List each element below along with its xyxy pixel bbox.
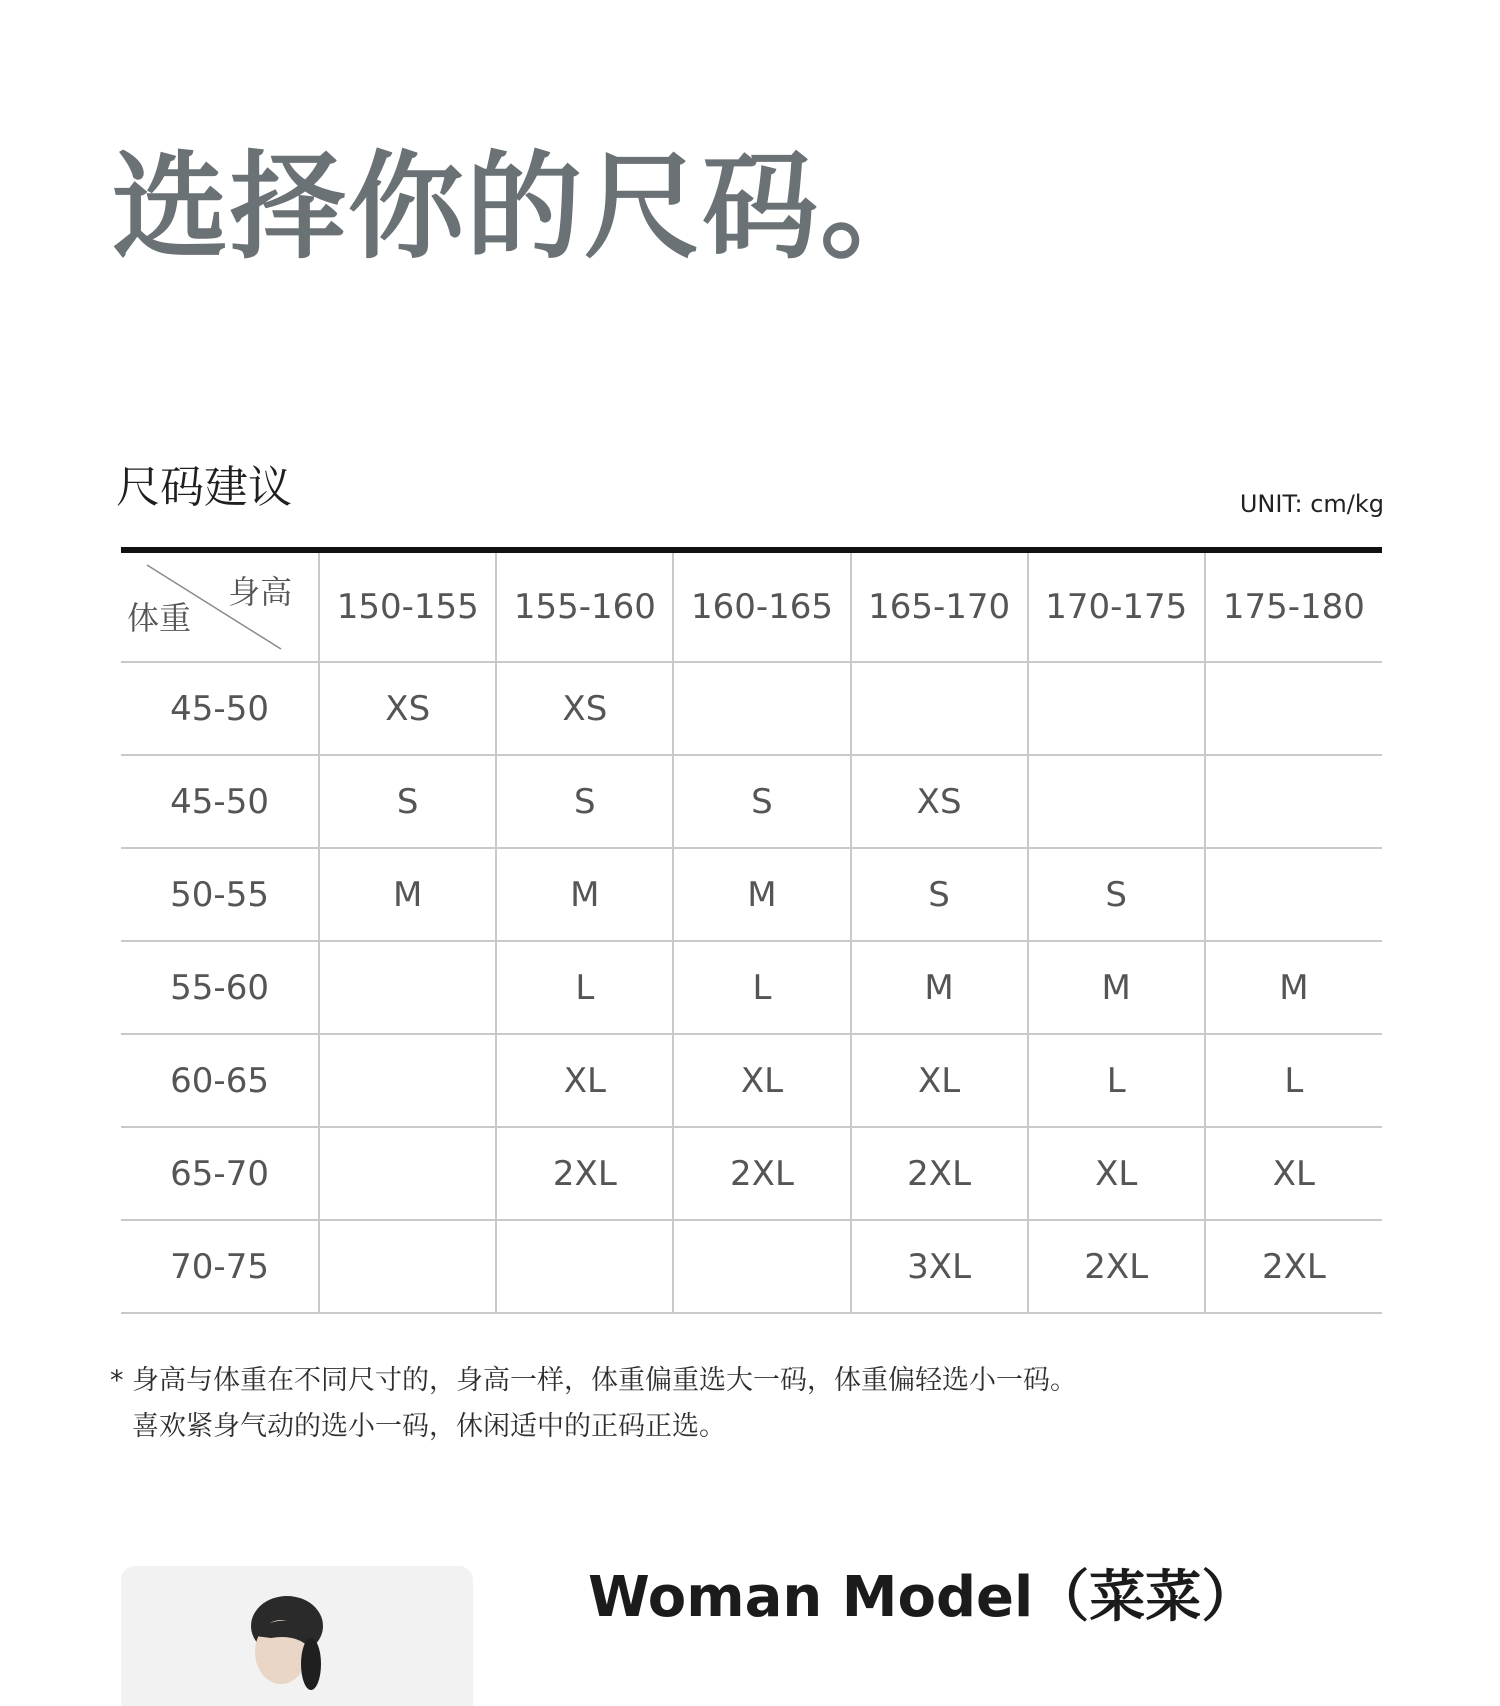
size-cell (1028, 755, 1205, 848)
size-note (110, 1358, 1077, 1450)
model-title: Woman Model（菜菜） (588, 1565, 1258, 1630)
table-row (121, 1127, 1382, 1220)
model-photo-card (121, 1566, 473, 1706)
table-row (121, 662, 1382, 755)
weight-cell: 70-75 (121, 1220, 319, 1313)
size-section-title: 尺码建议 (116, 462, 292, 513)
table-corner-cell (121, 553, 319, 662)
table-row (121, 1220, 1382, 1313)
size-cell: XL (496, 1034, 673, 1127)
table-row (121, 755, 1382, 848)
table-row (121, 941, 1382, 1034)
weight-axis-label: 体重 (127, 599, 192, 637)
weight-cell: 55-60 (121, 941, 319, 1034)
size-cell (319, 1127, 496, 1220)
weight-cell: 65-70 (121, 1127, 319, 1220)
size-cell: XL (673, 1034, 850, 1127)
height-column-header: 175-180 (1205, 553, 1382, 662)
size-cell (673, 1220, 850, 1313)
size-cell: L (1205, 1034, 1382, 1127)
size-cell: L (673, 941, 850, 1034)
size-cell: L (496, 941, 673, 1034)
weight-cell: 50-55 (121, 848, 319, 941)
height-column-header: 165-170 (851, 553, 1028, 662)
size-cell: M (496, 848, 673, 941)
unit-label: UNIT: cm/kg (1239, 490, 1384, 518)
size-cell (319, 1034, 496, 1127)
size-cell (1205, 662, 1382, 755)
size-cell: S (851, 848, 1028, 941)
size-cell: XS (496, 662, 673, 755)
size-cell (673, 662, 850, 755)
size-cell: S (319, 755, 496, 848)
size-cell: 3XL (851, 1220, 1028, 1313)
weight-cell: 60-65 (121, 1034, 319, 1127)
size-cell: 2XL (851, 1127, 1028, 1220)
weight-cell: 45-50 (121, 662, 319, 755)
size-cell: M (319, 848, 496, 941)
size-cell (1028, 662, 1205, 755)
size-cell: L (1028, 1034, 1205, 1127)
table-row (121, 848, 1382, 941)
size-cell: M (851, 941, 1028, 1034)
size-cell: S (673, 755, 850, 848)
size-cell: M (673, 848, 850, 941)
size-cell: M (1205, 941, 1382, 1034)
size-cell: S (496, 755, 673, 848)
size-cell (319, 941, 496, 1034)
height-column-header: 155-160 (496, 553, 673, 662)
size-cell (496, 1220, 673, 1313)
size-table-container (121, 547, 1382, 1314)
size-cell: 2XL (496, 1127, 673, 1220)
size-cell: XL (1205, 1127, 1382, 1220)
page-title: 选择你的尺码。 (112, 140, 938, 275)
size-cell (319, 1220, 496, 1313)
size-cell (851, 662, 1028, 755)
weight-cell: 45-50 (121, 755, 319, 848)
size-cell: M (1028, 941, 1205, 1034)
note-line-1 (110, 1358, 1077, 1404)
size-cell: XL (1028, 1127, 1205, 1220)
size-cell: XS (851, 755, 1028, 848)
height-column-header: 160-165 (673, 553, 850, 662)
size-cell: 2XL (673, 1127, 850, 1220)
size-cell: XS (319, 662, 496, 755)
note-line-2: 喜欢紧身气动的选小一码，休闲适中的正码正选。 (132, 1411, 726, 1442)
size-cell: XL (851, 1034, 1028, 1127)
note-text-1: 身高与体重在不同尺寸的，身高一样，体重偏重选大一码，体重偏轻选小一码。 (132, 1365, 1077, 1396)
size-cell: S (1028, 848, 1205, 941)
size-cell (1205, 755, 1382, 848)
model-photo-image (121, 1566, 473, 1706)
table-header-row (121, 553, 1382, 662)
size-cell: 2XL (1028, 1220, 1205, 1313)
table-row (121, 1034, 1382, 1127)
size-cell (1205, 848, 1382, 941)
height-column-header: 170-175 (1028, 553, 1205, 662)
size-table (121, 553, 1382, 1314)
height-column-header: 150-155 (319, 553, 496, 662)
size-cell: 2XL (1205, 1220, 1382, 1313)
height-axis-label: 身高 (228, 573, 293, 611)
note-asterisk: * (110, 1365, 124, 1396)
